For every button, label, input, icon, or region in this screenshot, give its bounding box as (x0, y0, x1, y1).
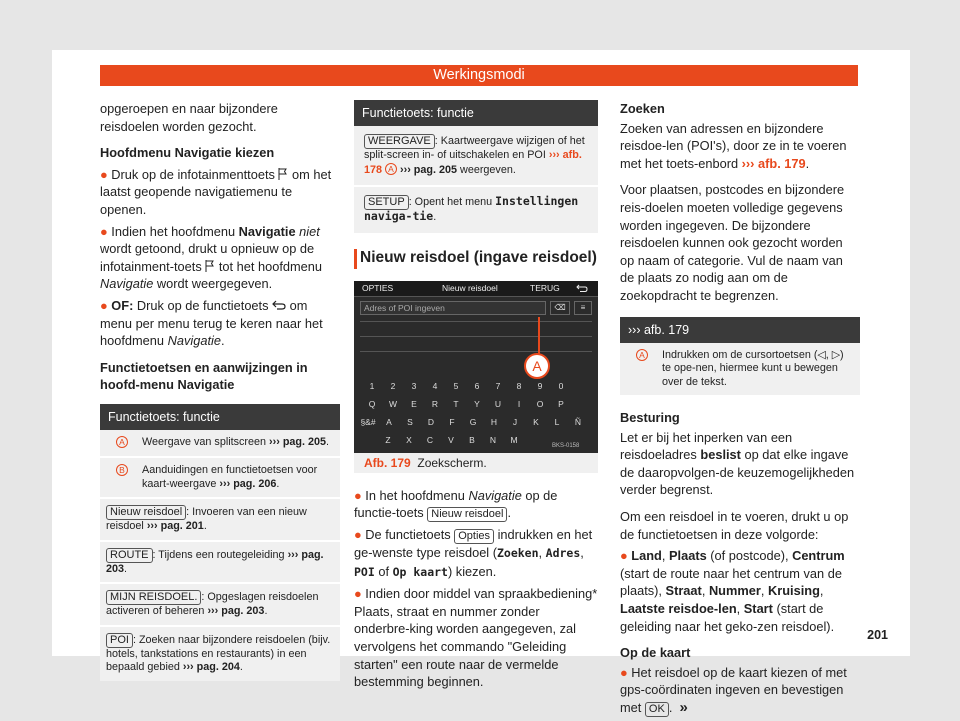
search-detail-text: Voor plaatsen, postcodes en bijzondere reis-doelen moeten volledige gegevens worden ingegeven. De bijzondere reisdoelen kunnen ook gezocht worden op naam of categorie. Vul de naam van de plaats zo nodig aan om de zoekopdracht te begrenzen. (620, 182, 845, 303)
keyboard-key: Y (474, 398, 480, 409)
keyboard-key: A (386, 416, 392, 427)
keyboard-key: 1 (369, 380, 375, 391)
section-heading-wrap (354, 249, 598, 267)
callout-a: A (524, 353, 550, 379)
continued-icon: » (679, 698, 688, 716)
flag-icon (205, 260, 215, 272)
keyboard-key: W (388, 398, 398, 409)
keyboard-key: B (469, 434, 475, 445)
keyboard-key: N (489, 434, 497, 445)
sequence-part: , (661, 548, 669, 564)
keyboard-key: §&# (360, 416, 376, 427)
search-input-placeholder: Adres of POI ingeven (364, 302, 445, 313)
sequence-part: Centrum (792, 548, 845, 564)
keyboard-key: H (490, 416, 498, 427)
options-tab: OPTIES (362, 282, 394, 293)
figure-179 (354, 281, 598, 473)
sequence-part: (of postcode), (706, 548, 793, 564)
table-header: Functietoets: functie (354, 100, 598, 126)
table-header: ››› afb. 179 (620, 317, 860, 343)
bullet-sequence: ● Land, Plaats (of postcode), Centrum (start de route naar het centrum van de plaats), Straat, Nummer, Kruising, Laatste reisdoe-len, Start (start de geleiding naar het geko-zen reisdoel). (620, 548, 845, 634)
sequence-part: (start de geleiding naar het geko-zen reisdoel). (620, 600, 835, 634)
column-left (100, 100, 340, 681)
keyboard-key: T (453, 398, 459, 409)
keyboard-key: 7 (495, 380, 501, 391)
control-text: Let er bij het inperken van een reisdoeladres beslist op dat elke ingave de daaropvolgen-de keuzemogelijkheden verder begrenst. (620, 429, 855, 498)
bullet-step-3: ● OF: Druk op de functietoets om menu per menu terug te keren naar het hoofdmenu Navigatie. (100, 297, 323, 349)
keyboard-key: S (407, 416, 413, 427)
keyboard-key: P (558, 398, 564, 409)
heading-control: Besturing (620, 410, 680, 426)
column-middle (354, 100, 598, 695)
keyboard-key: 4 (432, 380, 438, 391)
keyboard-key: V (448, 434, 454, 445)
search-screen-image (354, 281, 598, 453)
sequence-part: Land (631, 548, 662, 564)
reference-table (620, 317, 860, 396)
screen-title: Nieuw reisdoel (442, 282, 498, 293)
my-destinations-key: MIJN REISDOEL. (106, 590, 201, 605)
keyboard-key: 5 (453, 380, 459, 391)
keyboard-key: U (494, 398, 502, 409)
table-row: MIJN REISDOEL. : Opgeslagen reisdoelen activeren of beheren ››› pag. 203. (100, 584, 340, 627)
section-title: Nieuw reisdoel (ingave reisdoel) (360, 248, 597, 266)
heading-function-keys: Functietoetsen en aanwijzingen in hoofd-menu Navigatie (100, 359, 308, 393)
table-row: Nieuw reisdoel : Invoeren van een nieuw reisdoel ››› pag. 201. (100, 499, 340, 542)
list-icon: ≡ (574, 301, 592, 315)
heading-on-map: Op de kaart (620, 645, 691, 661)
poi-key: POI (106, 633, 133, 648)
keyboard-key: 6 (474, 380, 480, 391)
keyboard-key: 3 (411, 380, 417, 391)
page-header: Werkingsmodi (100, 65, 858, 86)
table-row: A Indrukken om de cursortoetsen (◁, ▷) te ope-nen, hiermee kunt u bewegen over de tekst. (620, 343, 860, 396)
ok-key: OK (645, 702, 669, 717)
route-key: ROUTE (106, 548, 153, 563)
bullet-step-1: ● Druk op de infotainmenttoets om het laatst geopende navigatiemenu te openen. (100, 166, 332, 217)
keyboard-key: M (510, 434, 518, 445)
back-arrow-icon (272, 300, 286, 310)
keyboard-key: G (469, 416, 477, 427)
table-row: SETUP : Opent het menu Instellingen naviga-tie. (364, 194, 579, 223)
keyboard-key: O (536, 398, 544, 409)
bullet-step-2: ● Indien het hoofdmenu Navigatie niet wordt getoond, drukt u opnieuw op de infotainment-toets tot het hoofdmenu Navigatie wordt weergegeven. (100, 223, 323, 292)
table-row: POI : Zoeken naar bijzondere reisdoelen (bijv. hotels, tankstations en restaurants) in een bepaald gebied ››› pag. 204. (106, 633, 331, 674)
keyboard-key: X (406, 434, 412, 445)
function-table-1 (100, 404, 340, 681)
manual-page (52, 50, 910, 716)
keyboard-key: Ñ (574, 416, 582, 427)
sequence-part: Kruising (767, 583, 820, 599)
keyboard-key: E (411, 398, 417, 409)
keyboard-key: 8 (516, 380, 522, 391)
sequence-part: Plaats (669, 548, 707, 564)
page-number: 201 (867, 628, 888, 642)
figure-code: BKS-0158 (552, 442, 580, 449)
keyboard-key: Z (385, 434, 391, 445)
view-key: WEERGAVE (364, 134, 435, 149)
keyboard-key: L (554, 416, 560, 427)
bullet-step-3: ● Indien door middel van spraakbediening* Plaats, straat en nummer zonder onderbre-king worden aangegeven, zal vervolgens het commando "Geleiding starten" een route naar de vermelde bestemming beginnen. (354, 586, 598, 690)
instructions (354, 487, 598, 691)
keyboard-key: F (449, 416, 455, 427)
column-right (620, 100, 860, 721)
options-key: Opties (454, 529, 494, 544)
table-row: ROUTE : Tijdens een routegeleiding ››› pag. 203. (100, 542, 340, 585)
keyboard-key: J (512, 416, 518, 427)
sequence-part: , (760, 583, 768, 599)
backspace-icon: ⌫ (550, 301, 570, 315)
keyboard-key: I (517, 398, 521, 409)
sequence-part: Straat (665, 583, 702, 599)
sequence-part: , (736, 600, 744, 616)
table-row: A Weergave van splitscreen ››› pag. 205. (100, 430, 340, 459)
back-tab: TERUG (530, 282, 560, 293)
keyboard-key: 9 (537, 380, 543, 391)
back-arrow-icon (576, 284, 588, 293)
sequence-part: , (819, 583, 824, 599)
sequence-part: Laatste reisdoe-len (620, 600, 737, 616)
table-header: Functietoets: functie (100, 404, 340, 430)
function-table-2 (354, 100, 598, 233)
heading-main-menu: Hoofdmenu Navigatie kiezen (100, 145, 275, 161)
table-row: WEERGAVE : Kaartweergave wijzigen of het split-screen in- of uitschakelen en POI ››› afb. 178 A ››› pag. 205 weergeven. (354, 126, 598, 187)
keyboard-key: R (431, 398, 439, 409)
keyboard-key: Q (368, 398, 376, 409)
setup-key: SETUP (364, 195, 409, 210)
keyboard-key: 0 (558, 380, 564, 391)
sequence-part: Nummer (708, 583, 761, 599)
sequence-part: Start (743, 600, 773, 616)
new-destination-key: Nieuw reisdoel (427, 507, 507, 522)
new-destination-key: Nieuw reisdoel (106, 505, 186, 520)
bullet-map: ● Het reisdoel op de kaart kiezen of met gps-coördinaten ingeven en bevestigen met OK . » (620, 664, 847, 716)
keyboard-key: 2 (390, 380, 396, 391)
keyboard-key: D (427, 416, 435, 427)
bullet-step-2: ● De functietoets Opties indrukken en het ge-wenste type reisdoel (Zoeken, Adres, POI of Op kaart) kiezen. (354, 527, 593, 579)
search-text: Zoeken van adressen en bijzondere reisdoe-len (POI's), door ze in te voeren met het toets-enbord ››› afb. 179. (620, 120, 847, 171)
sequence-part: (start de route naar het centrum van de plaats), (620, 565, 842, 599)
figure-caption: Afb. 179 Zoekscherm. (354, 453, 598, 473)
keyboard-key: C (426, 434, 434, 445)
keyboard-key: K (533, 416, 539, 427)
table-row: B Aanduidingen en functietoetsen voor kaart-weergave ››› pag. 206. (100, 458, 340, 499)
heading-search: Zoeken (620, 101, 665, 116)
flag-icon (278, 168, 288, 180)
sequence-part: , (701, 583, 709, 599)
order-text: Om een reisdoel in te voeren, drukt u op de functietoetsen in deze volgorde: (620, 509, 849, 542)
intro-text: opgeroepen en naar bijzondere reisdoelen worden gezocht. (100, 101, 278, 134)
bullet-step-1: ● In het hoofdmenu Navigatie op de functie-toets Nieuw reisdoel . (354, 487, 558, 521)
